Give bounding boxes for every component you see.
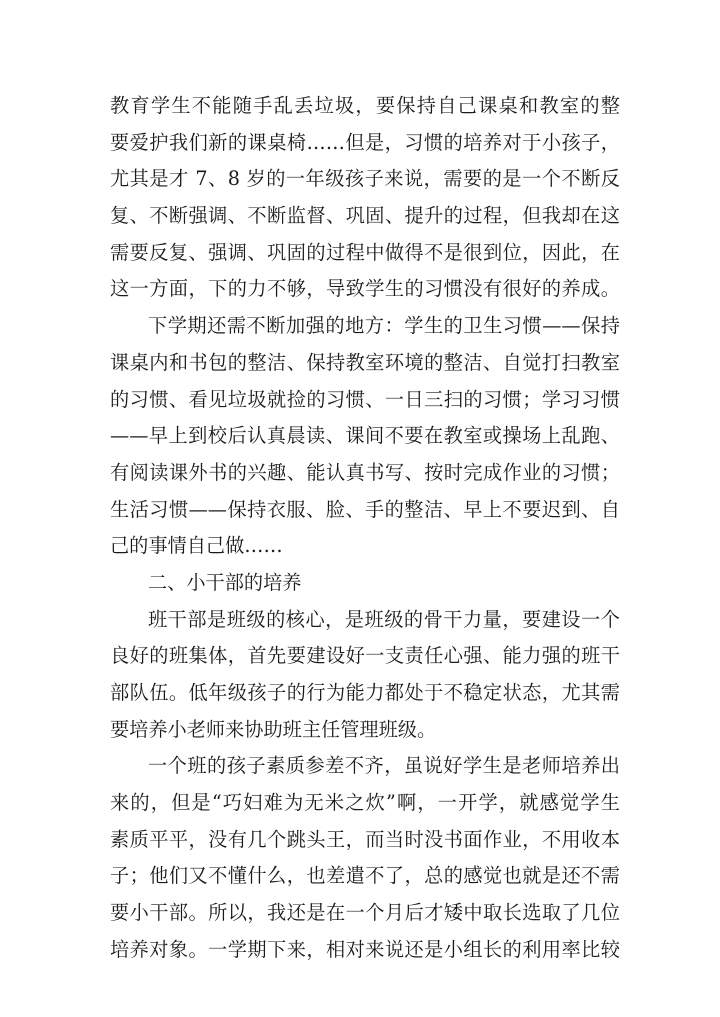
text-line: 尤其是才 7、8 岁的一年级孩子来说，需要的是一个不断反 xyxy=(110,167,620,191)
text-line: 要培养小老师来协助班主任管理班级。 xyxy=(110,717,437,741)
text-line: 的习惯、看见垃圾就捡的习惯、一日三扫的习惯；学习习惯 xyxy=(110,387,620,411)
text-line: 生活习惯——保持衣服、脸、手的整洁、早上不要迟到、自 xyxy=(110,497,620,521)
text-line: ——早上到校后认真晨读、课间不要在教室或操场上乱跑、 xyxy=(110,424,620,448)
text-line: 培养对象。一学期下来，相对来说还是小组长的利用率比较 xyxy=(110,937,620,961)
text-line: 复、不断强调、不断监督、巩固、提升的过程，但我却在这 xyxy=(110,204,620,228)
text-line: 己的事情自己做…… xyxy=(110,534,283,558)
text-line: 需要反复、强调、巩固的过程中做得不是很到位，因此，在 xyxy=(110,240,620,264)
text-line: 下学期还需不断加强的地方：学生的卫生习惯——保持 xyxy=(148,314,620,338)
text-line: 一个班的孩子素质参差不齐，虽说好学生是老师培养出 xyxy=(148,754,620,778)
text-line: 这一方面，下的力不够，导致学生的习惯没有很好的养成。 xyxy=(110,277,620,301)
text-line: 素质平平，没有几个跳头王，而当时没书面作业，不用收本 xyxy=(110,827,620,851)
text-line: 有阅读课外书的兴趣、能认真书写、按时完成作业的习惯； xyxy=(110,460,620,484)
text-line: 班干部是班级的核心，是班级的骨干力量，要建设一个 xyxy=(148,607,620,631)
body-text xyxy=(110,88,620,969)
text-line: 要爱护我们新的课桌椅……但是，习惯的培养对于小孩子， xyxy=(110,130,620,154)
text-line: 子；他们又不懂什么，也差遣不了，总的感觉也就是还不需 xyxy=(110,864,620,888)
text-line: 要小干部。所以，我还是在一个月后才矮中取长选取了几位 xyxy=(110,901,620,925)
text-line: 部队伍。低年级孩子的行为能力都处于不稳定状态，尤其需 xyxy=(110,681,620,704)
text-line: 教育学生不能随手乱丢垃圾，要保持自己课桌和教室的整 xyxy=(110,94,620,117)
text-line: 良好的班集体，首先要建设好一支责任心强、能力强的班干 xyxy=(110,644,620,668)
text-line: 二、小干部的培养 xyxy=(148,570,302,594)
text-line: 课桌内和书包的整洁、保持教室环境的整洁、自觉打扫教室 xyxy=(110,350,620,374)
text-line: 来的，但是“巧妇难为无米之炊”啊，一开学，就感觉学生 xyxy=(110,791,620,815)
